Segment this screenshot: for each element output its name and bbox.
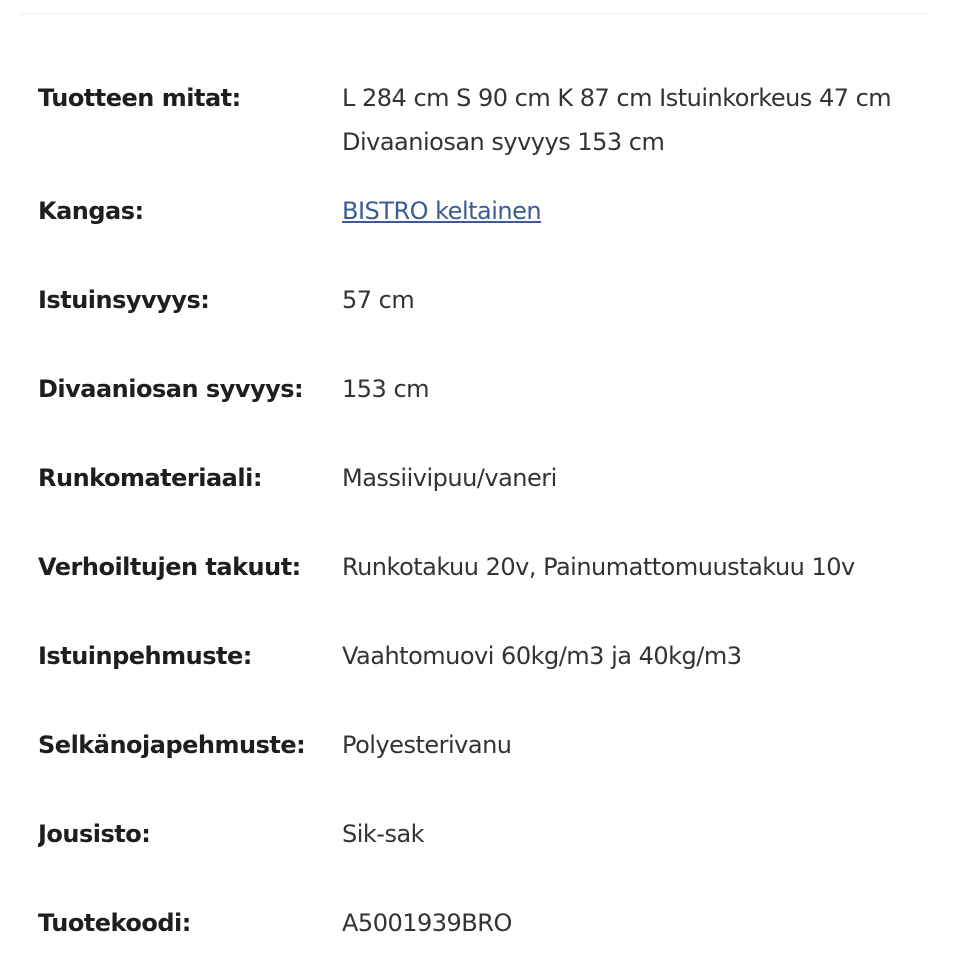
- spec-label: Divaaniosan syvyys:: [38, 375, 304, 403]
- spec-label: Tuotekoodi:: [38, 909, 191, 937]
- spec-row-chaise-depth: [38, 367, 918, 411]
- spec-row-fabric: [38, 189, 918, 233]
- spec-label: Kangas:: [38, 197, 144, 225]
- fabric-link[interactable]: BISTRO keltainen: [342, 197, 542, 225]
- spec-value: 57 cm: [342, 286, 415, 314]
- spec-value: Runkotakuu 20v, Painumattomuustakuu 10v: [342, 553, 855, 581]
- spec-value: Massiivipuu/vaneri: [342, 464, 557, 492]
- divider: [20, 13, 928, 15]
- spec-label: Istuinpehmuste:: [38, 642, 252, 670]
- spec-row-dimensions: [38, 76, 918, 164]
- spec-label: Tuotteen mitat:: [38, 84, 241, 112]
- spec-value: L 284 cm S 90 cm K 87 cm Istuinkorkeus 47 cm Divaaniosan syvyys 153 cm: [342, 84, 892, 156]
- spec-value: Vaahtomuovi 60kg/m3 ja 40kg/m3: [342, 642, 742, 670]
- spec-row-back-cushion: [38, 723, 918, 767]
- product-specs-table: [38, 76, 918, 946]
- spec-value: Polyesterivanu: [342, 731, 512, 759]
- spec-row-warranty: [38, 545, 918, 589]
- spec-value: A5001939BRO: [342, 909, 512, 937]
- spec-label: Selkänojapehmuste:: [38, 731, 306, 759]
- spec-value: 153 cm: [342, 375, 430, 403]
- spec-label: Jousisto:: [38, 820, 151, 848]
- spec-label: Verhoiltujen takuut:: [38, 553, 301, 581]
- viewport-bottom-edge: [0, 948, 960, 960]
- spec-label: Runkomateriaali:: [38, 464, 262, 492]
- spec-row-product-code: [38, 901, 918, 945]
- spec-label: Istuinsyvyys:: [38, 286, 210, 314]
- spec-row-seat-depth: [38, 278, 918, 322]
- spec-value: Sik-sak: [342, 820, 425, 848]
- spec-row-seat-cushion: [38, 634, 918, 678]
- spec-row-frame-material: [38, 456, 918, 500]
- spec-row-springs: [38, 812, 918, 856]
